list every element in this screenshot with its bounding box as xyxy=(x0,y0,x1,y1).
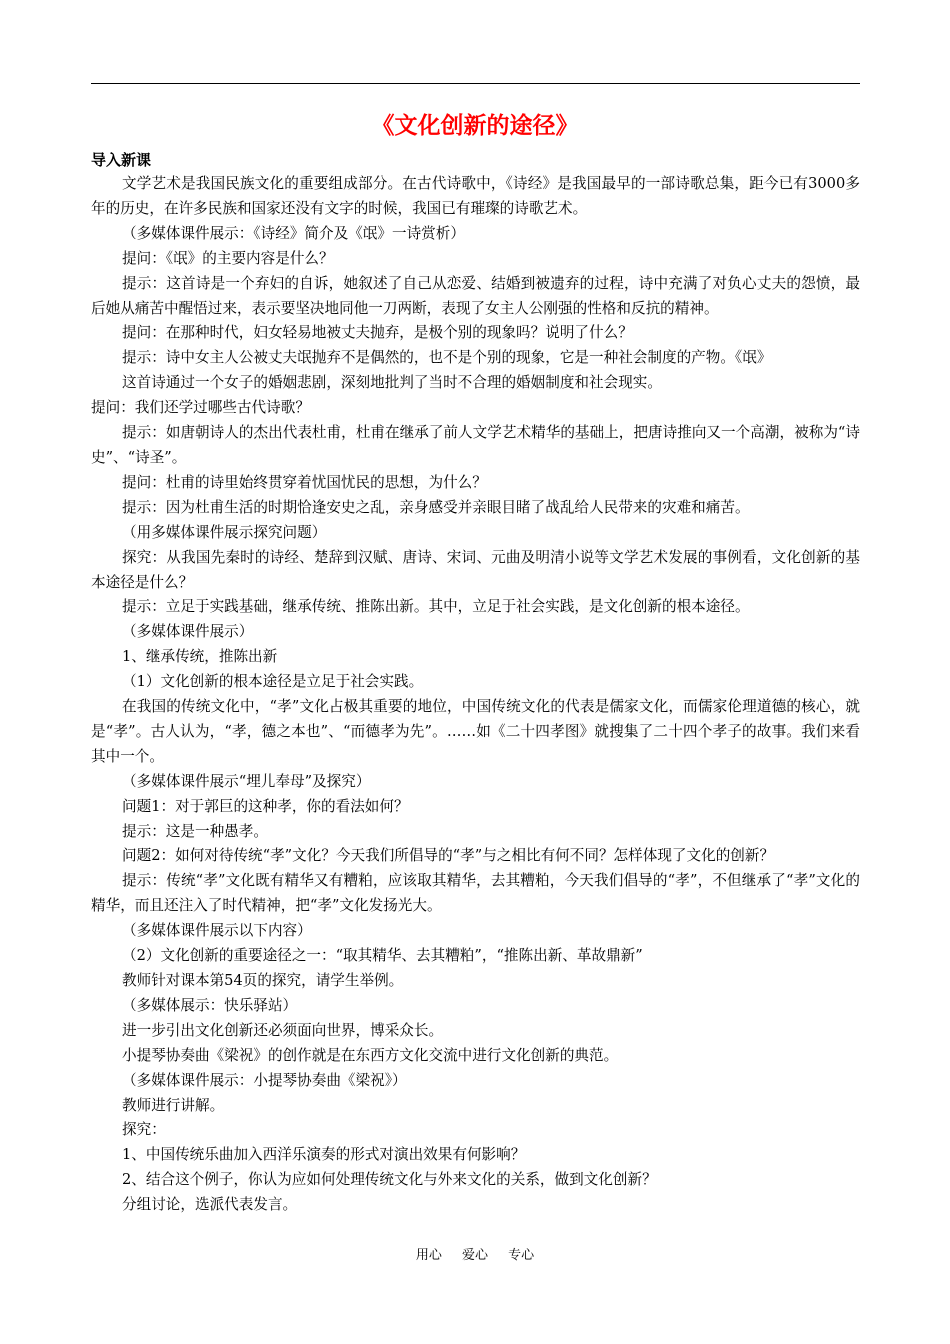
paragraph: 提示：如唐朝诗人的杰出代表杜甫，杜甫在继承了前人文学艺术精华的基础上，把唐诗推向又一个高潮，被称为“诗史”、“诗圣”。 xyxy=(91,424,860,466)
section-heading: 导入新课 xyxy=(91,151,152,169)
footer-text: 爱心 xyxy=(461,1248,488,1263)
paragraph: 提问：我们还学过哪些古代诗歌？ xyxy=(91,399,310,417)
paragraph: 这首诗通过一个女子的婚姻悲剧，深刻地批判了当时不合理的婚姻制度和社会现实。 xyxy=(122,374,662,392)
paragraph: （1）文化创新的根本途径是立足于社会实践。 xyxy=(122,673,424,691)
paragraph: 教师针对课本第54页的探究，请学生举例。 xyxy=(122,972,404,989)
header-rule xyxy=(91,83,860,84)
footer-text: 专心 xyxy=(508,1248,535,1263)
paragraph: （多媒体课件展示：《诗经》简介及《氓》一诗赏析） xyxy=(122,224,465,242)
paragraph: 探究： xyxy=(122,1121,166,1139)
paragraph: （多媒体课件展示以下内容） xyxy=(122,922,312,940)
paragraph: （多媒体课件展示） xyxy=(122,623,254,641)
paragraph: （2）文化创新的重要途径之一：“取其精华、去其糟粕”，“推陈出新、革故鼎新” xyxy=(122,947,643,965)
paragraph: 提问：杜甫的诗里始终贯穿着忧国忧民的思想，为什么？ xyxy=(122,473,487,491)
paragraph: （多媒体课件展示：小提琴协奏曲《梁祝》） xyxy=(122,1071,407,1089)
paragraph: 在我国的传统文化中，“孝”文化占极其重要的地位，中国传统文化的代表是儒家文化，而儒家伦理道德的核心，就是“孝”。古人认为，“孝，德之本也”、“而德孝为先”。……如《二十四孝图》就搜集了二十四个孝子的故事。我们来看其中一个。 xyxy=(91,698,860,765)
paragraph: 小提琴协奏曲《梁祝》的创作就是在东西方文化交流中进行文化创新的典范。 xyxy=(122,1046,619,1064)
paragraph: 提问：在那种时代，妇女轻易地被丈夫抛弃，是极个别的现象吗？说明了什么？ xyxy=(122,324,633,342)
paragraph: 文学艺术是我国民族文化的重要组成部分。在古代诗歌中，《诗经》是我国最早的一部诗歌总集，距今已有3000多年的历史，在许多民族和国家还没有文字的时候，我国已有璀璨的诗歌艺术。 xyxy=(91,175,860,217)
paragraph: 2、结合这个例子，你认为应如何处理传统文化与外来文化的关系，做到文化创新？ xyxy=(122,1171,657,1189)
paragraph: 分组讨论，选派代表发言。 xyxy=(122,1196,298,1214)
document-body xyxy=(91,172,860,1218)
paragraph: 提示：这首诗是一个弃妇的自诉，她叙述了自己从恋爱、结婚到被遗弃的过程，诗中充满了对负心丈夫的怨愤，最后她从痛苦中醒悟过来，表示要坚决地同他一刀两断，表现了女主人公刚强的性格和反抗的精神。 xyxy=(91,274,860,317)
page-title: 《文化创新的途径》 xyxy=(371,113,579,139)
paragraph: 问题1：对于郭巨的这种孝，你的看法如何？ xyxy=(122,797,409,815)
paragraph: 提问：《氓》的主要内容是什么？ xyxy=(122,249,334,267)
paragraph: 提示：这是一种愚孝。 xyxy=(122,822,268,840)
paragraph: （用多媒体课件展示探究问题） xyxy=(122,523,327,541)
paragraph: 1、继承传统，推陈出新 xyxy=(122,648,278,666)
paragraph: （多媒体展示：快乐驿站） xyxy=(122,996,298,1014)
paragraph: 问题2：如何对待传统“孝”文化？今天我们所倡导的“孝”与之相比有何不同？怎样体现了文化的创新？ xyxy=(122,847,775,865)
paragraph: 探究：从我国先秦时的诗经、楚辞到汉赋、唐诗、宋词、元曲及明清小说等文学艺术发展的事例看，文化创新的基本途径是什么？ xyxy=(91,548,860,591)
paragraph: 1、中国传统乐曲加入西洋乐演奏的形式对演出效果有何影响？ xyxy=(122,1146,526,1164)
paragraph: 提示：诗中女主人公被丈夫氓抛弃不是偶然的，也不是个别的现象，它是一种社会制度的产物。《氓》 xyxy=(122,349,772,367)
paragraph: （多媒体课件展示“埋儿奉母”及探究） xyxy=(122,772,371,790)
paragraph: 提示：传统“孝”文化既有精华又有糟粕，应该取其精华，去其糟粕，今天我们倡导的“孝”，不但继承了“孝”文化的精华，而且还注入了时代精神，把“孝”文化发扬光大。 xyxy=(91,872,860,915)
paragraph: 提示：因为杜甫生活的时期恰逢安史之乱，亲身感受并亲眼目睹了战乱给人民带来的灾难和痛苦。 xyxy=(122,498,750,516)
paragraph: 提示：立足于实践基础，继承传统、推陈出新。其中，立足于社会实践，是文化创新的根本途径。 xyxy=(122,598,750,616)
paragraph: 进一步引出文化创新还必须面向世界，博采众长。 xyxy=(122,1021,444,1039)
footer-text: 用心 xyxy=(415,1248,442,1263)
paragraph: 教师进行讲解。 xyxy=(122,1096,225,1114)
page-footer xyxy=(0,1247,950,1265)
